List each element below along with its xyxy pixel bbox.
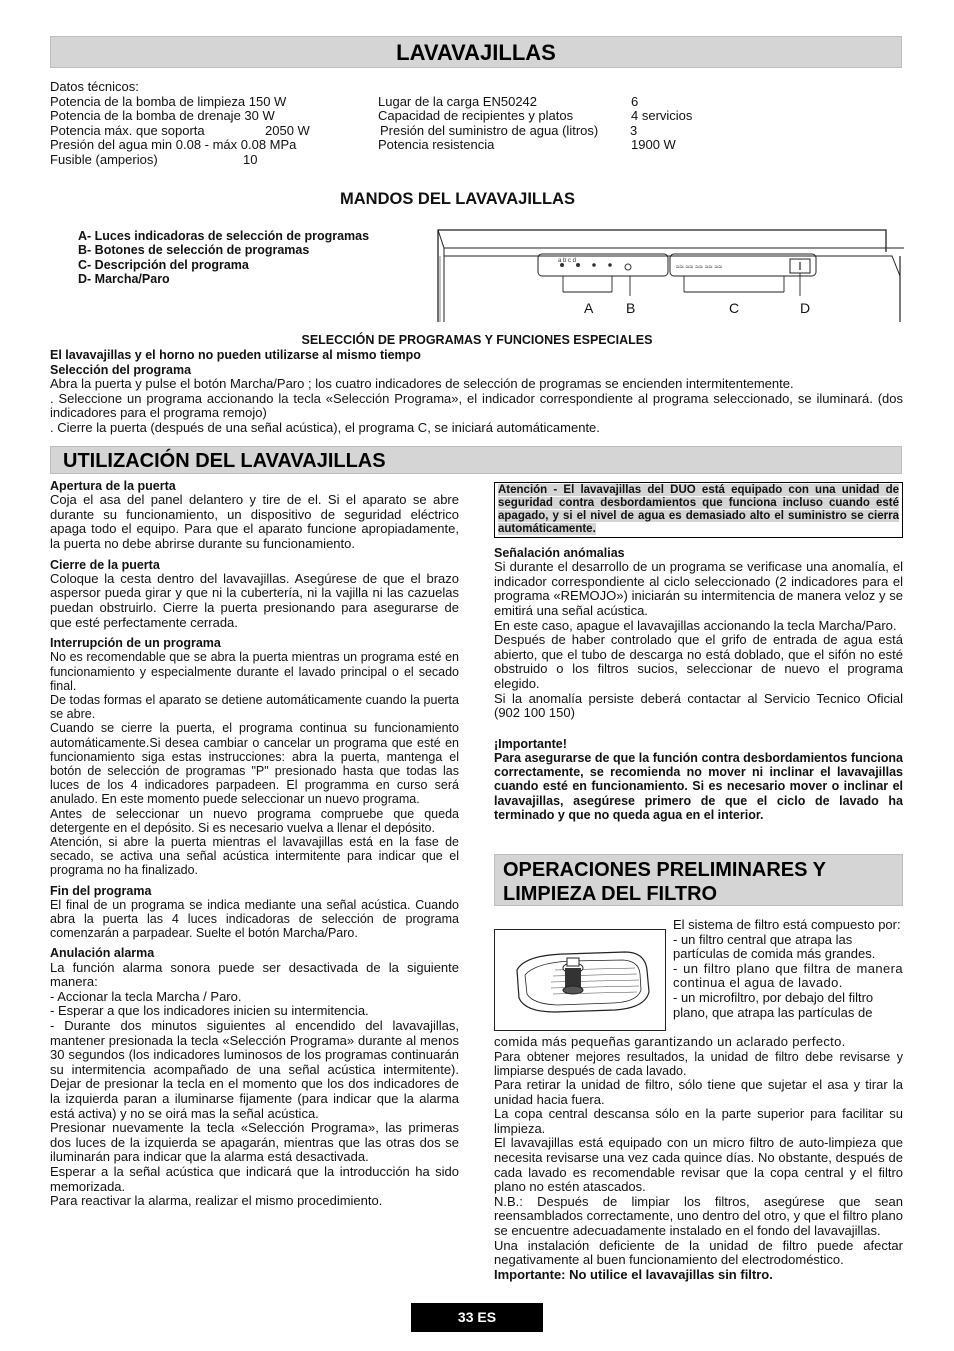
tech-left-0: Potencia de la bomba de limpieza 150 W <box>50 94 287 109</box>
control-panel-diagram <box>434 226 904 324</box>
filter-item-3a: - un microfiltro, por debajo del filtro plano, que atrapa las partículas de <box>673 989 874 1020</box>
tech-heading: Datos técnicos: <box>50 79 139 94</box>
filter-p5: N.B.: Después de limpiar los filtros, asegúrese que sean reensamblados correctamente, uno dentro del otro, y que el filtro plano se encuentre adecuadamente instalado en el fondo del lavavajillas. <box>494 1193 903 1238</box>
cierre-text: Coloque la cesta dentro del lavavajillas. Asegúrese de que el brazo aspersor pueda girar y que ni la cubertería, ni la vajilla ni las cazuelas puedan obstruirlo. Cierre la puerta presionando para asegurarse de que esté perfectamente cerrada. <box>50 570 459 630</box>
interrupcion-text-1: No es recomendable que se abra la puerta mientras un programa esté en funcionamiento y especialmente durante el lavado principal o el secado final. <box>50 650 459 693</box>
legend-item-b: B- Botones de selección de programas <box>78 243 310 258</box>
filter-p3: La copa central descansa sólo en la parte superior para facilitar su limpieza. <box>494 1106 903 1136</box>
page-number: 33 ES <box>411 1303 543 1332</box>
usage-heading: UTILIZACIÓN DEL LAVAVAJILLAS <box>50 446 902 474</box>
apertura-text: Coja el asa del panel delantero y tire de el. Si el aparato se abre durante su funcionamiento, un dispositivo de seguridad eléctrico apaga todo el equipo. Para que el aparato funcione apropiadamente, la puerta no debe abrirse durante su funcionamiento. <box>50 492 459 551</box>
svg-text:a b c d: a b c d <box>558 258 577 264</box>
senal-text-2: En este caso, apague el lavavajillas accionando la tecla Marcha/Paro. <box>494 617 897 633</box>
tech-right-0-value: 6 <box>631 94 639 109</box>
importante-text: Para asegurarse de que la función contra desbordamientos funciona correctamente, se recomienda no mover ni inclinar el lavavajillas cuando esté en funcionamiento. Si es necesario mover o inclinar el lavavajillas, asegúrese primero de que el ciclo de lavado ha terminado y que no queda agua en el interior. <box>494 750 903 822</box>
fin-text: El final de un programa se indica mediante una señal acústica. Cuando abra la puerta las 4 luces indicadoras de selección de programa comenzarán a parpadear. Suelte el botón Marcha/Paro. <box>50 897 459 941</box>
senal-text-4: Si la anomalía persiste deberá contactar al Servicio Tecnico Oficial (902 100 150) <box>494 690 903 721</box>
controls-legend <box>78 229 369 287</box>
selection-warning: El lavavajillas y el horno no pueden utilizarse al mismo tiempo <box>50 348 421 362</box>
tech-right-1-value: 4 servicios <box>631 108 693 123</box>
atencion-box <box>494 482 903 538</box>
panel-label-a: A <box>584 300 594 316</box>
selection-p1: Abra la puerta y pulse el botón Marcha/Paro ; los cuatro indicadores de selección de programas se encienden intermitentemente. <box>50 376 794 391</box>
interrupcion-text-4: Antes de seleccionar un nuevo programa compruebe que queda detergente en el depósito. Si es necesario vuelva a llenar el depósito. <box>50 806 459 835</box>
selection-heading: SELECCIÓN DE PROGRAMAS Y FUNCIONES ESPECIALES <box>301 333 653 347</box>
senal-text-1: Si durante el desarrollo de un programa se verificase una anomalía, el indicador correspondiente al ciclo seleccionado (2 indicadores para el programa «REMOJO») iniciarán su intermitencia de manera veloz y se emitirá una señal acústica. <box>494 559 903 618</box>
anomaly-column <box>494 482 903 822</box>
tech-left-4-value: 10 <box>243 152 258 167</box>
tech-left-2-label: Potencia máx. que soporta <box>50 123 205 138</box>
apertura-heading: Apertura de la puerta <box>50 479 176 493</box>
panel-label-b: B <box>626 300 636 316</box>
anulacion-heading: Anulación alarma <box>50 946 155 961</box>
interrupcion-text-2: De todas formas el aparato se detiene automáticamente cuando la puerta se abre. <box>50 692 459 722</box>
panel-label-c: C <box>729 300 740 316</box>
fin-heading: Fin del programa <box>50 883 152 898</box>
filter-heading-line-2: LIMPIEZA DEL FILTRO <box>503 883 718 905</box>
tech-left-3: Presión del agua min 0.08 - máx 0.08 MPa <box>50 137 297 152</box>
tech-left-4-label: Fusible (amperios) <box>50 152 158 167</box>
atencion-text: Atención - El lavavajillas del DUO está equipado con una unidad de seguridad contra desbordamientos que funciona incluso cuando esté apagado, y si el nivel de agua es demasiado alto el suministro se cierra automáticamente. <box>498 484 899 535</box>
interrupcion-heading: Interrupción de un programa <box>50 636 221 651</box>
legend-item-d: D- Marcha/Paro <box>78 272 170 287</box>
filter-p7: Importante: No utilice el lavavajillas sin filtro. <box>494 1266 773 1282</box>
filter-p2: Para retirar la unidad de filtro, sólo tiene que sujetar el asa y tirar la unidad hacia fuera. <box>494 1077 903 1107</box>
filter-item-3b: comida más pequeñas garantizando un aclarado perfecto. <box>494 1034 846 1049</box>
anulacion-text-6: Esperar a la señal acústica que indicará que la introducción ha sido memorizada. <box>50 1163 459 1194</box>
selection-section <box>50 348 903 435</box>
anulacion-text-1: La función alarma sonora puede ser desactivada de la siguiente manera: <box>50 959 459 990</box>
anulacion-text-7: Para reactivar la alarma, realizar el mismo procedimiento. <box>50 1193 383 1209</box>
interrupcion-text-3: Cuando se cierre la puerta, el programa continua su funcionamiento automáticamente.Si desea cambiar o cancelar un programa que esté en funcionamiento siga estas instrucciones: abra la puerta, mantenga el botón de selección de programas "P" presionado hasta que todas las luces de los 4 indicadores parpadeen. El programma en curso será anulado. En este momento puede seleccionar un nuevo programa. <box>50 721 459 807</box>
filter-p6: Una instalación deficiente de la unidad de filtro puede afectar negativamente al buen funcionamiento del electrodoméstico. <box>494 1237 903 1268</box>
legend-item-c: C- Descripción del programa <box>78 257 249 272</box>
filter-text <box>494 1035 903 1282</box>
importante-heading: ¡Importante! <box>494 736 567 751</box>
anulacion-text-4: - Durante dos minutos siguientes al encendido del lavavajillas, mantener presionada la tecla «Selección Programa» durante al menos 30 segundos (los indicadores luminosos de los programas continuarán su intermitencia acompañado de una señal acústica intermitente). Dejar de presionar la tecla en el momento que los dos indicadores de la izquierda paran a iluminarse fijamente (para indicar que la alarma está activa) y no se oirá mas la señal acústica. <box>50 1018 459 1121</box>
tech-right-2-label: Presión del suministro de agua (litros) <box>380 123 599 138</box>
filter-item-2: - un filtro plano que filtra de manera continua el agua de lavado. <box>673 960 903 991</box>
controls-heading: MANDOS DEL LAVAVAJILLAS <box>340 190 575 208</box>
filter-heading <box>494 854 903 906</box>
selection-subheading: Selección del programa <box>50 362 192 377</box>
tech-right-2-value: 3 <box>630 123 638 138</box>
filter-item-1: - un filtro central que atrapa las partículas de comida más grandes. <box>673 931 876 962</box>
cierre-heading: Cierre de la puerta <box>50 557 160 572</box>
svg-text:≈≈ ≈≈ ≈≈ ≈≈ ≈≈: ≈≈ ≈≈ ≈≈ ≈≈ ≈≈ <box>676 264 723 271</box>
filter-heading-line-1: OPERACIONES PRELIMINARES Y <box>503 859 827 881</box>
selection-p3: . Cierre la puerta (después de una señal acústica), el programa C, se iniciará automáticamente. <box>50 419 600 435</box>
filter-p1: Para obtener mejores resultados, la unidad de filtro debe revisarse y limpiarse después de cada lavado. <box>494 1049 903 1078</box>
tech-right-0-label: Lugar de la carga EN50242 <box>378 94 538 109</box>
interrupcion-text-5: Atención, si abre la puerta mientras el lavavajillas está en la fase de secado, se activa una señal acústica intermitente para indicar que el programa no ha finalizado. <box>50 835 459 878</box>
selection-p2: . Seleccione un programa accionando la tecla «Selección Programa», el indicador correspondiente al programa seleccionado, se iluminará. (dos indicadores para el programa remojo) <box>50 390 903 421</box>
filter-p4: El lavavajillas está equipado con un micro filtro de auto-limpieza que necesita revisarse una vez cada quince días. No obstante, después de cada lavado es recomendable revisar que la copa central y el filtro plano no estén atascados. <box>494 1135 903 1195</box>
tech-right-1-label: Capacidad de recipientes y platos <box>378 108 574 123</box>
filter-intro-block <box>673 918 903 1020</box>
tech-left-2-value: 2050 W <box>265 123 310 138</box>
tech-right-3-value: 1900 W <box>631 137 676 152</box>
anulacion-text-2: - Accionar la tecla Marcha / Paro. <box>50 988 242 1004</box>
anulacion-text-3: - Esperar a que los indicadores inicien su intermitencia. <box>50 1003 369 1019</box>
tech-right-3-label: Potencia resistencia <box>378 137 495 152</box>
panel-label-d: D <box>800 300 811 316</box>
filter-illustration <box>494 929 666 1031</box>
senal-text-3: Después de haber controlado que el grifo de entrada de agua está abierto, que el tubo de descarga no está doblado, que el sifón no esté obstruido o los filtros sucios, seleccionar de nuevo el programa elegido. <box>494 632 903 691</box>
legend-item-a: A- Luces indicadoras de selección de programas <box>78 229 370 243</box>
tech-left-1: Potencia de la bomba de drenaje 30 W <box>50 108 275 123</box>
page-title: LAVAVAJILLAS <box>50 36 902 68</box>
senal-heading: Señalación anómalias <box>494 546 625 560</box>
filter-intro: El sistema de filtro está compuesto por: <box>673 917 901 932</box>
usage-column <box>50 479 459 1209</box>
anulacion-text-5: Presionar nuevamente la tecla «Selección Programa», las primeras dos luces de la izquierda se apagarán, mientras que las otras dos se iluminarán para indicar que la alarma está desactivada. <box>50 1120 459 1165</box>
